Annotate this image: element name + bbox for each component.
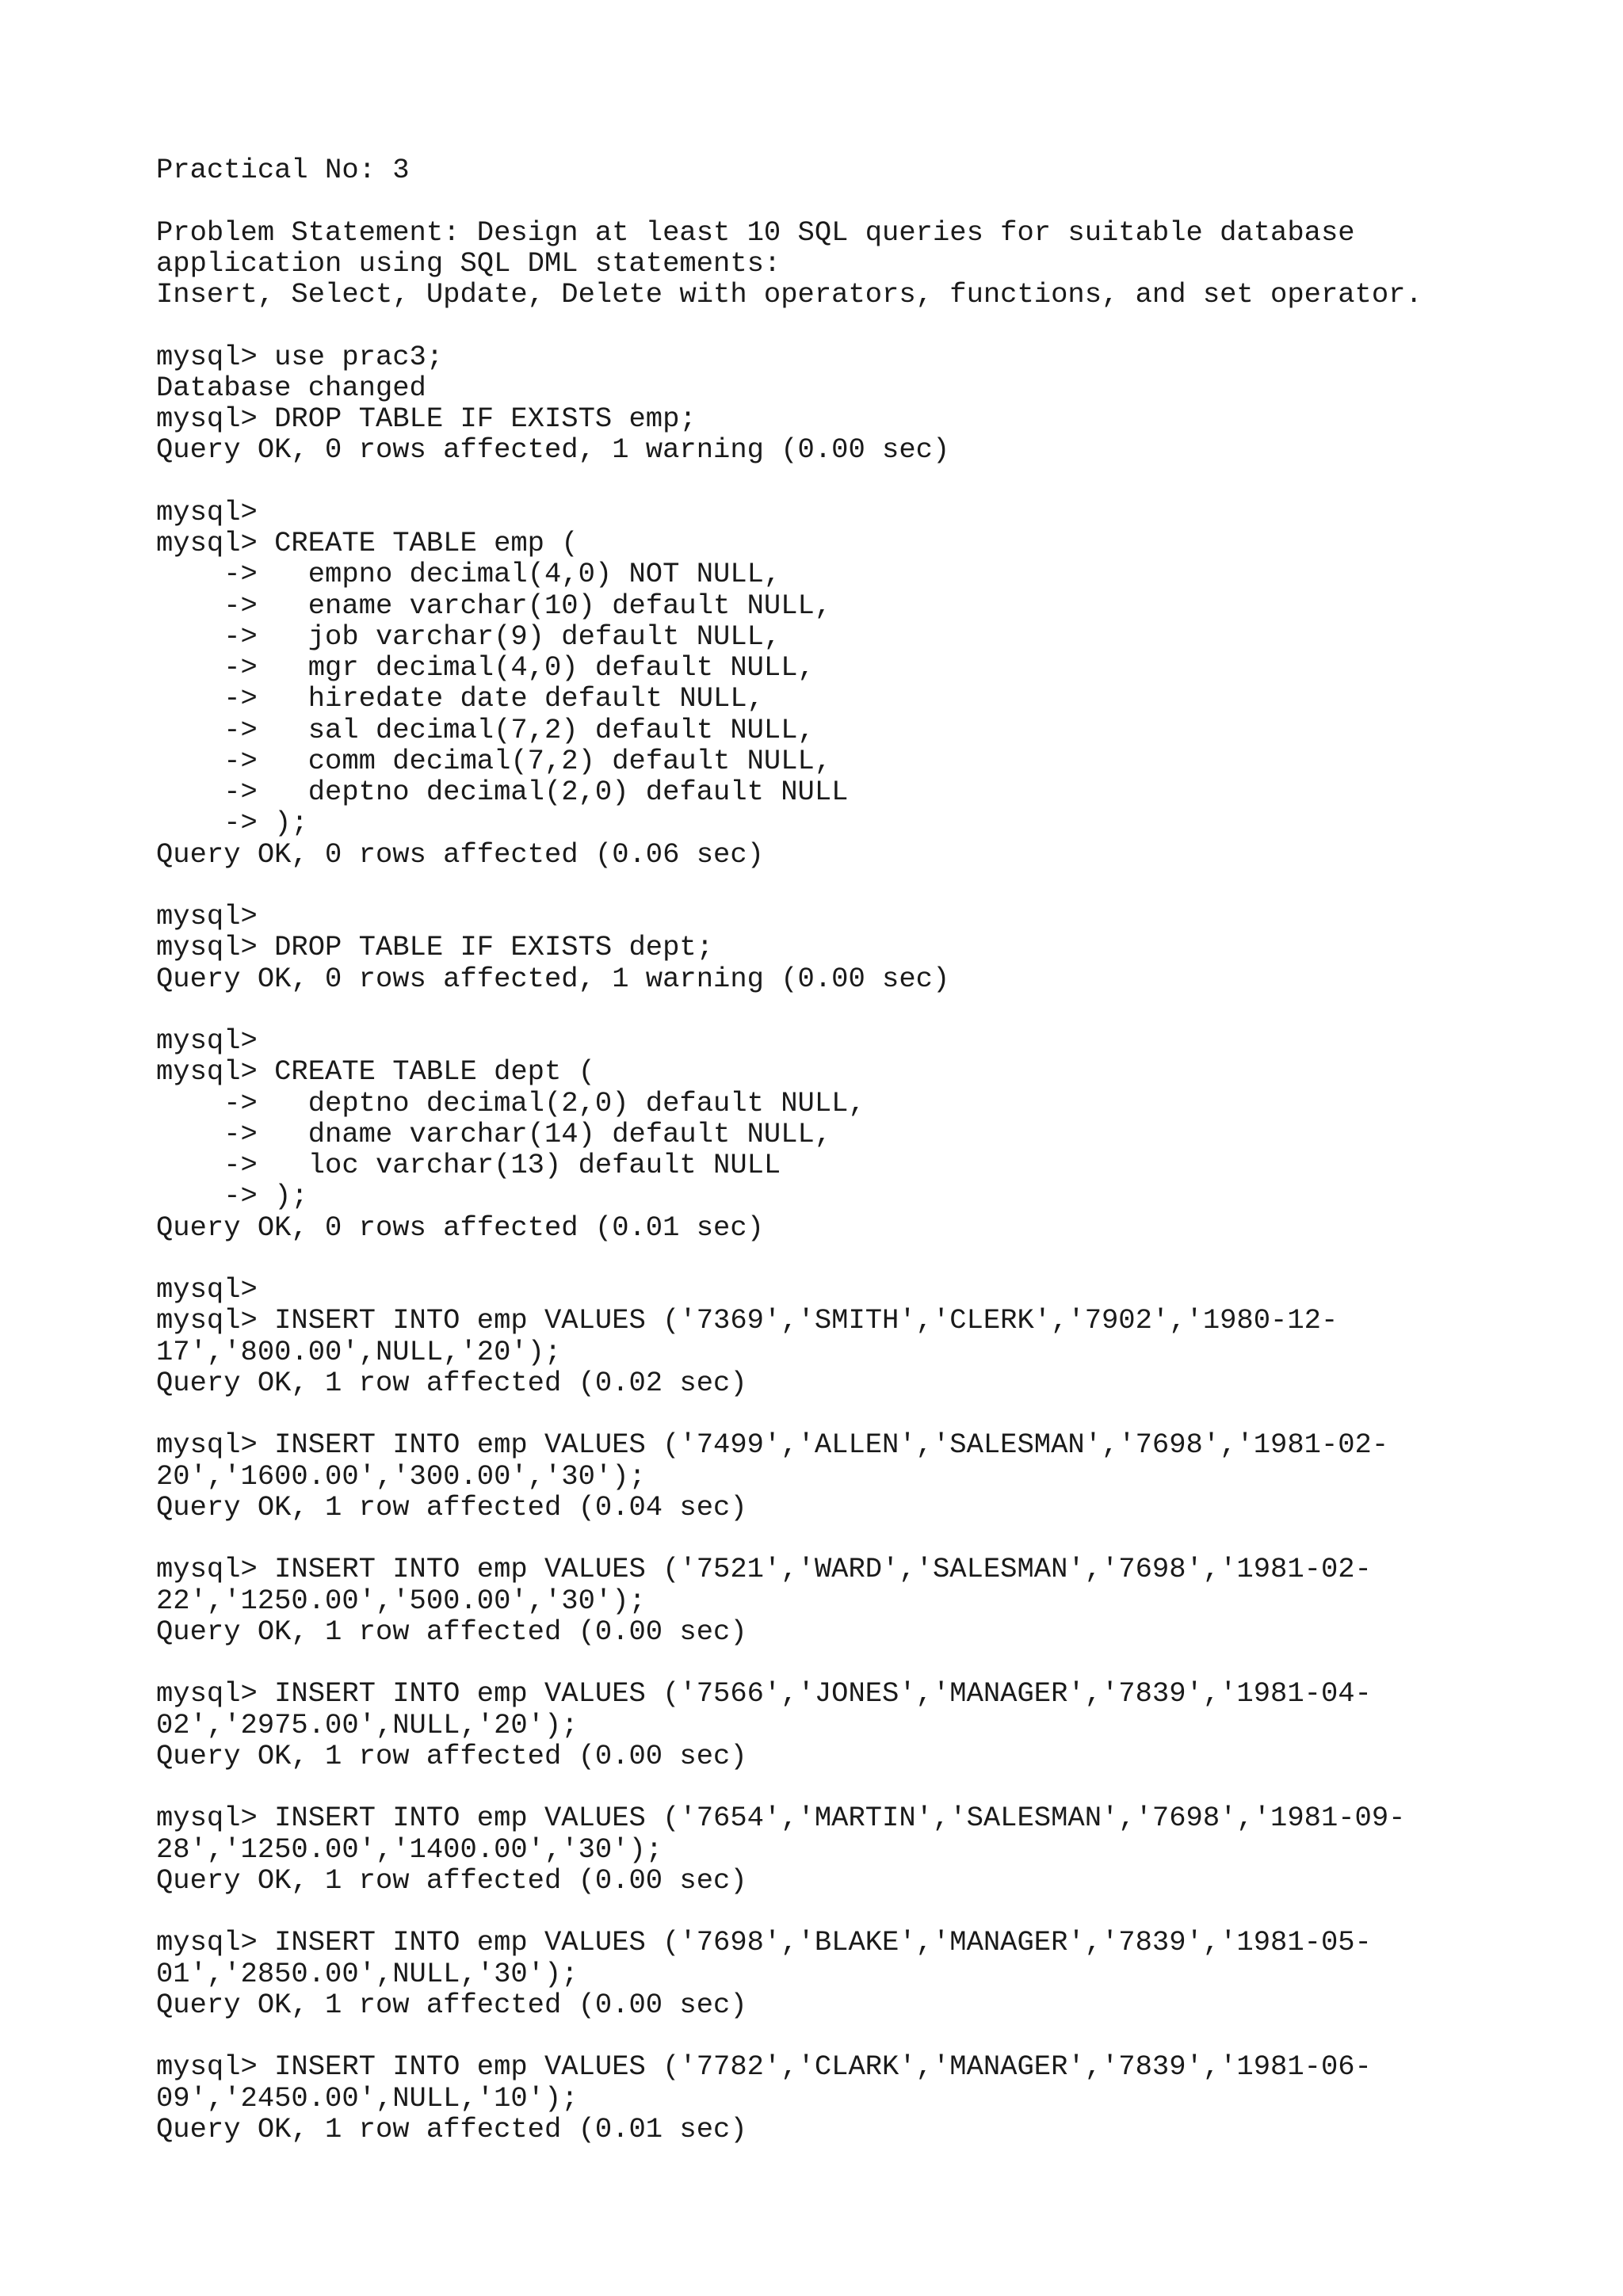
text-line: 09','2450.00',NULL,'10'); bbox=[156, 2081, 579, 2115]
sql-continuation-line: -> comm decimal(7,2) default NULL, bbox=[156, 744, 832, 777]
query-result-line: Query OK, 1 row affected (0.01 sec) bbox=[156, 2112, 747, 2145]
sql-prompt-line: mysql> DROP TABLE IF EXISTS dept; bbox=[156, 931, 714, 964]
sql-prompt-line: mysql> INSERT INTO emp VALUES ('7782','CLARK','MANAGER','7839','1981-06- bbox=[156, 2050, 1372, 2084]
blank-line bbox=[156, 466, 1567, 497]
practical-title: Practical No: 3 bbox=[156, 154, 410, 186]
text-line: 17','800.00',NULL,'20'); bbox=[156, 1335, 562, 1368]
sql-continuation-line: -> empno decimal(4,0) NOT NULL, bbox=[156, 558, 781, 591]
text-line: 01','2850.00',NULL,'30'); bbox=[156, 1957, 579, 1990]
sql-continuation-line: -> deptno decimal(2,0) default NULL, bbox=[156, 1086, 865, 1119]
problem-statement-line: Insert, Select, Update, Delete with operators, functions, and set operator. bbox=[156, 278, 1423, 311]
blank-line bbox=[156, 1243, 1567, 1274]
sql-prompt-line: mysql> CREATE TABLE dept ( bbox=[156, 1055, 595, 1089]
query-result-line: Query OK, 0 rows affected, 1 warning (0.00 sec) bbox=[156, 433, 950, 467]
sql-prompt-line: mysql> bbox=[156, 1024, 258, 1057]
query-result-line: Query OK, 0 rows affected (0.06 sec) bbox=[156, 837, 764, 871]
blank-line bbox=[156, 1523, 1567, 1554]
query-result-line: Query OK, 0 rows affected (0.01 sec) bbox=[156, 1211, 764, 1244]
blank-line bbox=[156, 1772, 1567, 1802]
query-result-line: Query OK, 1 row affected (0.02 sec) bbox=[156, 1366, 747, 1399]
query-result-line: Query OK, 1 row affected (0.00 sec) bbox=[156, 1615, 747, 1648]
sql-continuation-line: -> hiredate date default NULL, bbox=[156, 682, 764, 715]
blank-line bbox=[156, 2020, 1567, 2051]
query-result-line: Query OK, 0 rows affected, 1 warning (0.00 sec) bbox=[156, 962, 950, 995]
sql-prompt-line: mysql> INSERT INTO emp VALUES ('7369','SMITH','CLERK','7902','1980-12- bbox=[156, 1304, 1338, 1337]
sql-continuation-line: -> job varchar(9) default NULL, bbox=[156, 620, 781, 653]
query-result-line: Query OK, 1 row affected (0.00 sec) bbox=[156, 1739, 747, 1772]
sql-prompt-line: mysql> CREATE TABLE emp ( bbox=[156, 527, 579, 559]
sql-prompt-line: mysql> bbox=[156, 1273, 258, 1306]
sql-prompt-line: mysql> DROP TABLE IF EXISTS emp; bbox=[156, 402, 697, 435]
blank-line bbox=[156, 870, 1567, 901]
sql-continuation-line: -> loc varchar(13) default NULL bbox=[156, 1149, 781, 1181]
problem-statement-line: Problem Statement: Design at least 10 SQL queries for suitable database bbox=[156, 215, 1355, 249]
query-result-line: Database changed bbox=[156, 371, 426, 404]
sql-continuation-line: -> dname varchar(14) default NULL, bbox=[156, 1117, 832, 1150]
text-line: 28','1250.00','1400.00','30'); bbox=[156, 1833, 663, 1866]
blank-line bbox=[156, 1398, 1567, 1429]
sql-prompt-line: mysql> INSERT INTO emp VALUES ('7499','ALLEN','SALESMAN','7698','1981-02- bbox=[156, 1428, 1389, 1462]
blank-line bbox=[156, 994, 1567, 1025]
query-result-line: Query OK, 1 row affected (0.04 sec) bbox=[156, 1490, 747, 1524]
text-line: 20','1600.00','300.00','30'); bbox=[156, 1459, 646, 1493]
sql-continuation-line: -> ); bbox=[156, 807, 308, 840]
sql-prompt-line: mysql> INSERT INTO emp VALUES ('7566','JONES','MANAGER','7839','1981-04- bbox=[156, 1677, 1372, 1711]
blank-line bbox=[156, 185, 1567, 216]
document-body bbox=[156, 154, 1567, 2145]
sql-prompt-line: mysql> INSERT INTO emp VALUES ('7654','MARTIN','SALESMAN','7698','1981-09- bbox=[156, 1802, 1406, 1835]
text-line: 22','1250.00','500.00','30'); bbox=[156, 1584, 646, 1617]
text-line: 02','2975.00',NULL,'20'); bbox=[156, 1708, 579, 1741]
sql-continuation-line: -> mgr decimal(4,0) default NULL, bbox=[156, 651, 815, 684]
sql-continuation-line: -> ename varchar(10) default NULL, bbox=[156, 589, 832, 622]
query-result-line: Query OK, 1 row affected (0.00 sec) bbox=[156, 1863, 747, 1897]
problem-statement-line: application using SQL DML statements: bbox=[156, 246, 781, 280]
query-result-line: Query OK, 1 row affected (0.00 sec) bbox=[156, 1988, 747, 2021]
blank-line bbox=[156, 310, 1567, 341]
sql-prompt-line: mysql> bbox=[156, 495, 258, 528]
blank-line bbox=[156, 1647, 1567, 1678]
blank-line bbox=[156, 1896, 1567, 1927]
sql-prompt-line: mysql> INSERT INTO emp VALUES ('7698','BLAKE','MANAGER','7839','1981-05- bbox=[156, 1926, 1372, 1959]
sql-prompt-line: mysql> use prac3; bbox=[156, 340, 444, 373]
sql-prompt-line: mysql> INSERT INTO emp VALUES ('7521','WARD','SALESMAN','7698','1981-02- bbox=[156, 1553, 1372, 1586]
sql-continuation-line: -> deptno decimal(2,0) default NULL bbox=[156, 776, 849, 808]
sql-continuation-line: -> sal decimal(7,2) default NULL, bbox=[156, 713, 815, 746]
sql-continuation-line: -> ); bbox=[156, 1180, 308, 1213]
sql-prompt-line: mysql> bbox=[156, 900, 258, 933]
